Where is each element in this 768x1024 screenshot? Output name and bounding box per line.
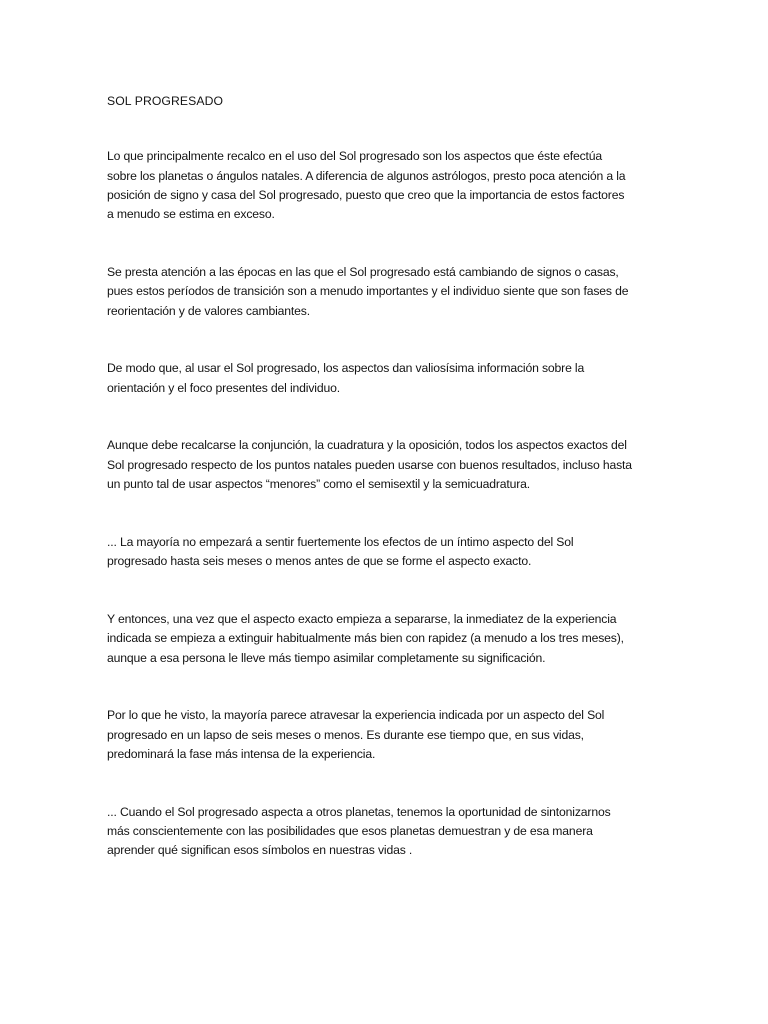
paragraph-1 xyxy=(107,147,667,224)
text-line: Lo que principalmente recalco en el uso del Sol progresado son los aspectos que éste efectúa xyxy=(107,149,603,164)
text-line: aprender qué significan esos símbolos en nuestras vidas . xyxy=(107,843,413,858)
text-line: sobre los planetas o ángulos natales. A diferencia de algunos astrólogos, presto poca atención a la xyxy=(107,168,626,183)
text-line: ... Cuando el Sol progresado aspecta a otros planetas, tenemos la oportunidad de sintonizarnos xyxy=(107,804,611,819)
document-body xyxy=(107,92,667,899)
text-line: Sol progresado respecto de los puntos natales pueden usarse con buenos resultados, incluso hasta xyxy=(107,457,632,472)
text-line: ... La mayoría no empezará a sentir fuertemente los efectos de un íntimo aspecto del Sol xyxy=(107,534,574,549)
text-line: De modo que, al usar el Sol progresado, los aspectos dan valiosísima información sobre la xyxy=(107,361,585,376)
paragraph-4 xyxy=(107,436,667,494)
text-line: a menudo se estima en exceso. xyxy=(107,207,275,222)
text-line: indicada se empieza a extinguir habitualmente más bien con rapidez (a menudo a los tres meses), xyxy=(107,631,624,646)
document-title: SOL PROGRESADO xyxy=(107,94,224,108)
text-line: Se presta atención a las épocas en las que el Sol progresado está cambiando de signos o casas, xyxy=(107,264,619,279)
text-line: más conscientemente con las posibilidades que esos planetas demuestran y de esa manera xyxy=(107,824,593,839)
text-line: Y entonces, una vez que el aspecto exacto empieza a separarse, la inmediatez de la experiencia xyxy=(107,611,617,626)
paragraph-2 xyxy=(107,263,667,321)
text-line: Aunque debe recalcarse la conjunción, la cuadratura y la oposición, todos los aspectos exactos del xyxy=(107,438,627,453)
paragraph-3 xyxy=(107,359,667,398)
text-line: reorientación y de valores cambiantes. xyxy=(107,303,310,318)
paragraph-6 xyxy=(107,610,667,668)
paragraph-7 xyxy=(107,706,667,764)
text-line: orientación y el foco presentes del individuo. xyxy=(107,380,340,395)
text-line: posición de signo y casa del Sol progresado, puesto que creo que la importancia de estos factores xyxy=(107,187,625,202)
text-line: Por lo que he visto, la mayoría parece atravesar la experiencia indicada por un aspecto del Sol xyxy=(107,708,605,723)
text-line: pues estos períodos de transición son a menudo importantes y el individuo siente que son fases de xyxy=(107,284,629,299)
text-line: un punto tal de usar aspectos “menores” como el semisextil y la semicuadratura. xyxy=(107,477,531,492)
text-line: progresado en un lapso de seis meses o menos. Es durante ese tiempo que, en sus vidas, xyxy=(107,727,584,742)
text-line: predominará la fase más intensa de la experiencia. xyxy=(107,746,376,761)
paragraph-5 xyxy=(107,533,667,572)
paragraph-8 xyxy=(107,803,667,861)
text-line: aunque a esa persona le lleve más tiempo asimilar completamente su significación. xyxy=(107,650,546,665)
text-line: progresado hasta seis meses o menos antes de que se forme el aspecto exacto. xyxy=(107,554,532,569)
